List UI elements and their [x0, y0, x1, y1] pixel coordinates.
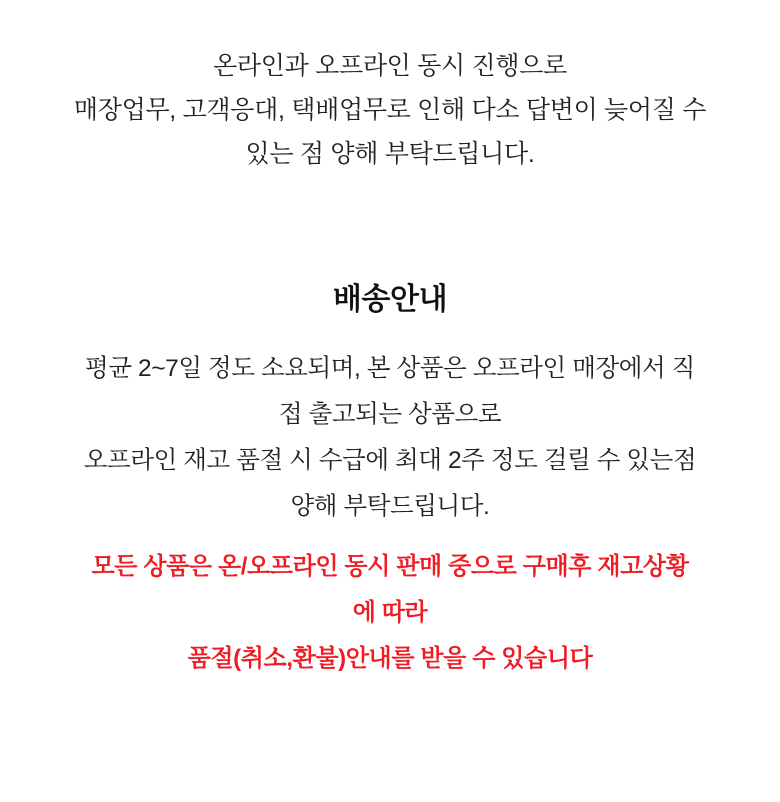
intro-line-1: 온라인과 오프라인 동시 진행으로: [213, 52, 567, 80]
notice-line-3: 품절(취소,환불)안내를 받을 수 있습니다: [187, 645, 593, 672]
intro-section: [0, 0, 780, 176]
delivery-section: [0, 346, 780, 530]
delivery-section-title: 배송안내: [332, 283, 448, 316]
intro-line-2: 매장업무, 고객응대, 택배업무로 인해 다소 답변이 늦어질 수: [73, 96, 707, 124]
delivery-line-1: 평균 2~7일 정도 소요되며, 본 상품은 오프라인 매장에서 직: [85, 355, 695, 382]
delivery-line-4: 양해 부탁드립니다.: [290, 493, 490, 520]
delivery-line-3: 오프라인 재고 품절 시 수급에 최대 2주 정도 걸릴 수 있는점: [83, 447, 697, 474]
section-spacer: [0, 176, 780, 268]
intro-line-3: 있는 점 양해 부탁드립니다.: [245, 140, 535, 168]
notice-line-1: 모든 상품은 온/오프라인 동시 판매 중으로 구매후 재고상황: [91, 553, 689, 580]
delivery-line-2: 접 출고되는 상품으로: [278, 401, 502, 428]
stock-notice-section: [0, 544, 780, 682]
notice-line-2: 에 따라: [352, 599, 428, 626]
